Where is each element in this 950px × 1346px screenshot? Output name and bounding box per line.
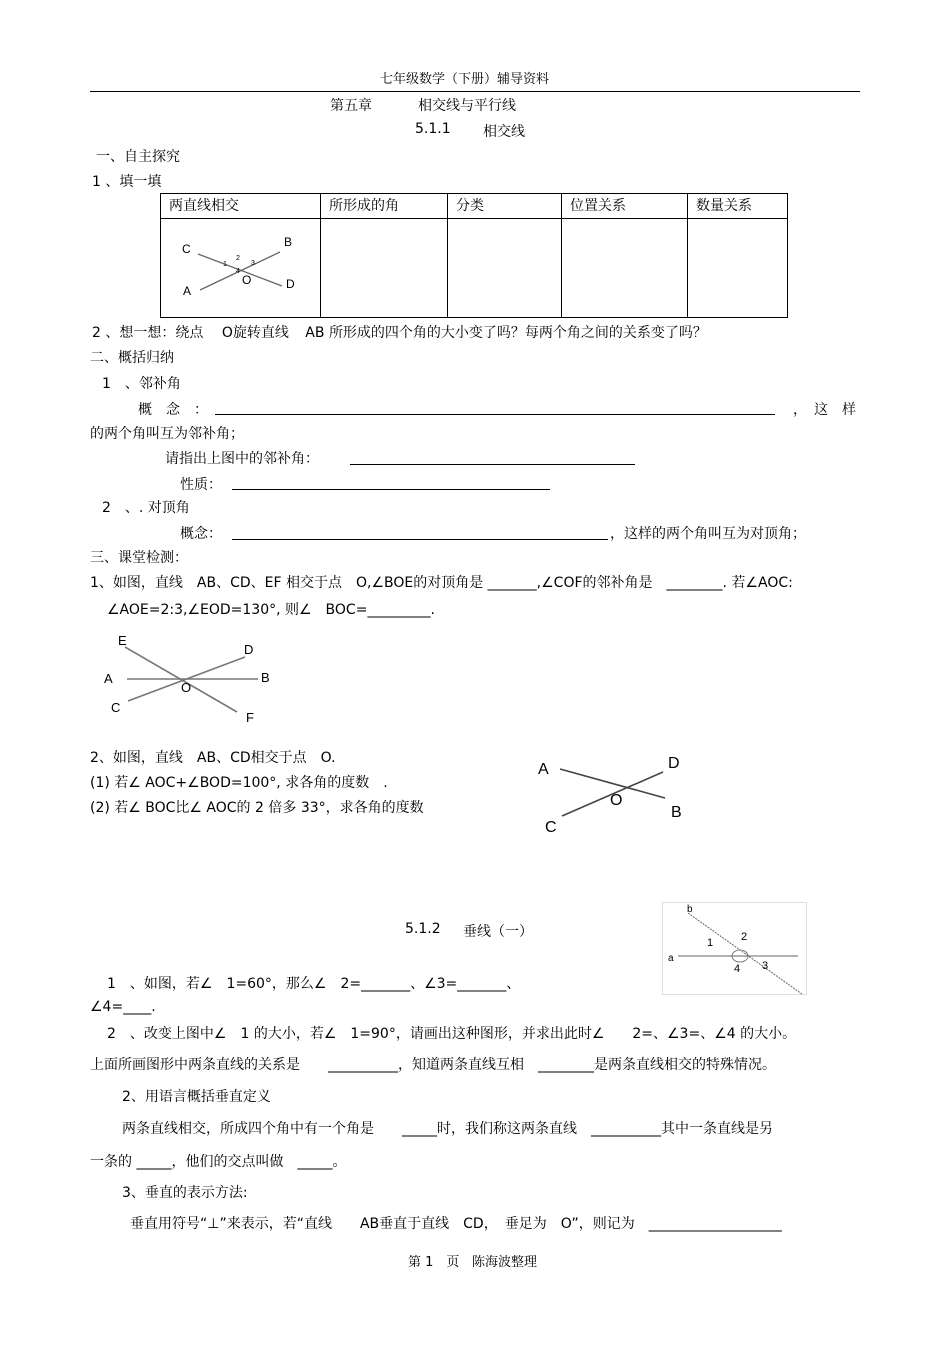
table-cell[interactable] [448,219,562,318]
label-a: a [668,953,674,964]
part2-heading: 二、概括归纳 [90,350,174,366]
angle-label-3: 3 [251,260,255,267]
table-header: 数量关系 [688,194,788,219]
page-header-title: 七年级数学（下册）辅导资料 [380,72,550,87]
item2-text-d: 所形成的四个角的大小变了吗？每两个角之间的关系变了吗？ [328,325,707,341]
point-out-blank[interactable] [350,464,635,465]
section-name: 相交线 [483,124,525,140]
concept-label: 概 念 ： [138,402,208,418]
line-cd [198,254,282,286]
angle-label-2: 2 [741,931,748,943]
label-d: D [668,755,680,772]
q2-line3: (2) 若∠ BOC比∠ AOC的 2 倍多 33°，求各角的度数 [90,800,424,816]
label-f: F [246,710,254,725]
table-cell[interactable] [562,219,688,318]
s2-q2-line1: 2 、改变上图中∠ 1 的大小，若∠ 1=90°，请画出这种图形，并求出此时∠ 2=、∠3=、∠4 的大小。 [107,1026,797,1042]
label-d: D [244,642,254,657]
perpendicular-figure [662,902,808,996]
item2-text-b: O旋转直线 [221,325,289,341]
part1-item2 [92,322,707,342]
table-cell[interactable] [321,219,448,318]
angle-label-1: 1 [707,937,714,949]
footer-author: 陈海波整理 [472,1255,538,1270]
angle-label-1: 1 [223,261,227,268]
concept-blank[interactable] [215,414,775,415]
point-out-label: 请指出上图中的邻补角： [165,451,319,467]
figure-frame [663,903,807,995]
angle-label-4: 4 [236,268,240,275]
s2-notation-line: 垂直用符号“⊥”来表示，若“直线 AB垂直于直线 CD， 垂足为 O”，则记为 ___________________ [130,1216,782,1232]
q2-line2: (1) 若∠ AOC+∠BOD=100°, 求各角的度数 . [90,775,388,791]
item2-text-c: AB [305,325,325,341]
property-label: 性质： [180,477,222,493]
part1-heading: 一、自主探究 [96,149,180,165]
section2-number: 5.1.2 [405,921,441,937]
q1-line2: ∠AOE=2:3,∠EOD=130°, 则∠ BOC=_________. [107,602,435,618]
concept2-blank[interactable] [232,539,608,540]
part2-sub2: 2 、. 对顶角 [102,500,190,516]
header-rule [90,91,860,92]
item2-text-a: 2 、想一想：绕点 [92,325,204,341]
table-header: 所形成的角 [321,194,448,219]
s2-q2-line2: 上面所画图形中两条直线的关系是 __________，知道两条直线互相 ________是两条直线相交的特殊情况。 [90,1057,776,1073]
section-number: 5.1.1 [415,121,451,137]
label-o: O [610,792,623,809]
s2-definition-line2: 一条的 _____，他们的交点叫做 _____。 [90,1154,347,1170]
chapter-name: 相交线与平行线 [418,98,516,114]
label-e: E [118,633,127,648]
label-b: B [284,235,293,249]
label-c: C [111,700,121,715]
three-lines-figure [100,630,290,730]
table-header: 位置关系 [562,194,688,219]
s2-heading-2: 2、用语言概括垂直定义 [122,1089,271,1105]
table-header: 两直线相交 [161,194,321,219]
concept2-label: 概念： [180,526,222,542]
label-b: b [687,904,693,915]
q1-line1: 1、如图，直线 AB、CD、EF 相交于点 O,∠BOE的对顶角是 _______,∠COF的邻补角是 ________. 若∠AOC: [90,575,793,591]
table-header: 分类 [448,194,562,219]
line-ab [200,252,280,290]
concept-continuation: 的两个角叫互为邻补角； [90,426,244,442]
label-d: D [286,277,295,291]
label-o: O [242,273,252,287]
line-b [688,913,802,994]
footer-page: 第 1 页 [408,1255,460,1270]
intersecting-lines-figure [170,228,310,308]
concept2-tail: ，这样的两个角叫互为对顶角； [610,526,806,542]
label-o: O [181,680,192,695]
part3-heading: 三、课堂检测： [90,550,188,566]
angle-label-3: 3 [762,960,769,972]
label-b: B [671,804,682,821]
s2-heading-3: 3、垂直的表示方法: [122,1185,248,1201]
angle-label-4: 4 [734,963,741,975]
s2-definition-line1: 两条直线相交，所成四个角中有一个角是 _____时，我们称这两条直线 __________其中一条直线是另 [122,1121,773,1137]
angle-label-2: 2 [236,255,240,262]
q2-line1: 2、如图，直线 AB、CD相交于点 O. [90,750,336,766]
label-c: C [545,819,557,836]
s2-q1-line1: 1 、如图，若∠ 1=60°，那么∠ 2=_______、∠3=_______、 [107,976,521,992]
label-c: C [182,242,191,256]
chapter-label: 第五章 [330,98,372,114]
part2-sub1: 1 、邻补角 [102,376,181,392]
concept-tail: ， 这 样 [793,402,856,418]
section2-name: 垂线（一） [463,924,533,940]
label-a: A [104,671,113,686]
s2-q1-line2: ∠4=____. [90,999,156,1015]
table-cell[interactable] [688,219,788,318]
label-b: B [261,670,270,685]
part1-item1: 1 、填一填 [92,174,162,190]
label-a: A [183,284,192,298]
label-a: A [538,761,549,778]
property-blank[interactable] [232,489,550,490]
two-lines-figure [530,750,700,840]
